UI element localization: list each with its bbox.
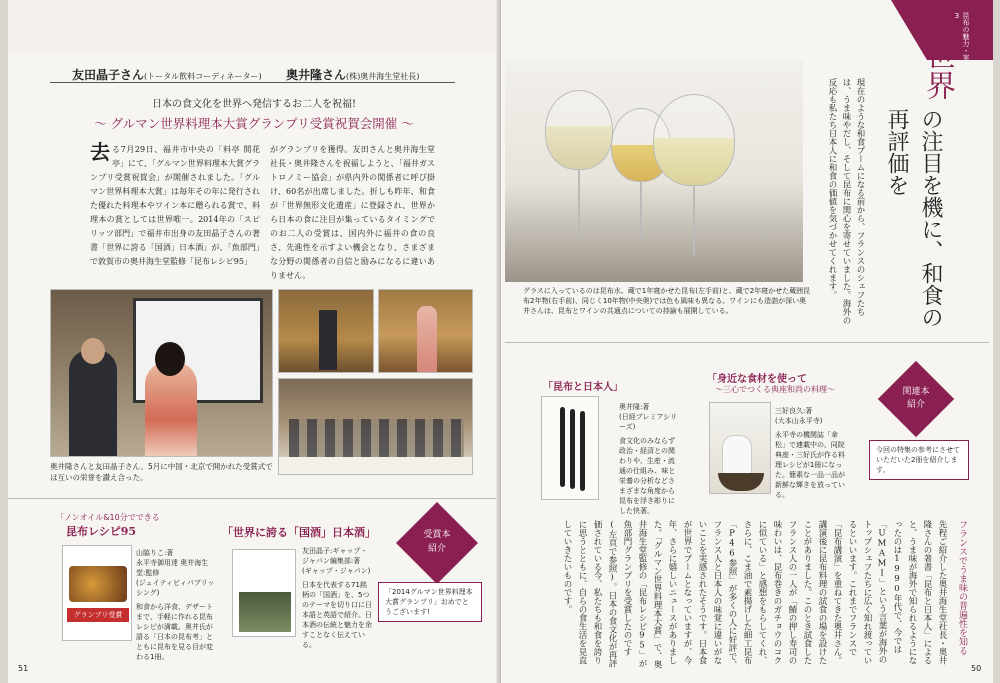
article-col-1: [90, 140, 260, 269]
top-band: [8, 0, 500, 52]
book1-author: 山脇りこ:著: [136, 549, 174, 557]
cooking-pot: [718, 473, 764, 491]
person2-heading: [286, 66, 419, 83]
page-number-left: 51: [18, 664, 29, 673]
person1-name: 友田晶子さん: [72, 68, 145, 82]
glass-left-stem: [578, 170, 580, 240]
event-heading-text: グルマン世界料理本大賞グランプリ受賞祝賀会開催: [110, 116, 398, 131]
section-divider: [8, 498, 500, 499]
book2-publisher: (ギャップ・ジャパン): [302, 567, 371, 575]
book1-publisher: (ジェイティビィパブリッシング): [136, 579, 215, 597]
related-note: 今回の特集の参考にさせていただいた2冊を紹介します。: [869, 440, 969, 480]
guests: [289, 419, 464, 459]
book4-subtitle: 〜三心でつくる典座和尚の料理〜: [715, 385, 835, 394]
award-badge-line1: 受賞本: [423, 530, 451, 540]
related-badge-line1: 関連本: [902, 387, 930, 397]
glass-right-bowl: [653, 94, 735, 186]
glass-right-stem: [693, 186, 695, 256]
book1-cover-band: グランプリ受賞: [67, 608, 129, 622]
congrats-box: 「2014グルマン世界料理本大賞グランプリ」おめでとうございます!: [378, 582, 482, 622]
section-divider-right: [505, 342, 989, 343]
book3-author: 奥井隆:著: [619, 403, 650, 411]
kelp-strip-1: [560, 407, 565, 487]
speaker-figure: [319, 310, 337, 370]
wine-photo: [505, 60, 803, 282]
book2-desc: 日本を代表する71銘柄の「国酒」を、5つのテーマを切り口に日本語と英語で紹介。日本酒の伝統と魅力を余すことなく伝えている。: [302, 581, 372, 649]
heading-ornament-right: 〜: [397, 116, 414, 131]
singer-photo: [378, 289, 473, 373]
singer-figure: [417, 306, 437, 372]
book2-cover-photo: [239, 592, 291, 632]
book4-title-text: 身近な食材を使って: [717, 374, 807, 385]
book2-cover: [232, 549, 296, 637]
headline-big: 世界: [920, 40, 955, 100]
book1-supervisor: 永平寺御用達 奥井海生堂:監修: [136, 559, 209, 577]
left-page: [8, 0, 500, 683]
person2-role: (株)奥井海生堂社長): [346, 72, 420, 81]
divider-rule: [50, 82, 455, 83]
book4-publisher: (大本山永平寺): [775, 417, 823, 425]
related-badge-line2: 紹介: [906, 400, 925, 410]
wine-caption: グラスに入っているのは昆布水。蔵で1年寝かせた昆布(左手前)と、蔵で2年寝かせた蔵囲昆布2年物(右手前)、同じく10年物(中央奥)では色も風味も異なる。ワインにも造詣が深い奥井さんは、昆布とワインの共通点についての持論も展開している。: [523, 287, 811, 315]
man-head: [81, 338, 105, 364]
book1-cover: [62, 545, 132, 641]
right-page: [501, 0, 993, 683]
book1-info: [136, 548, 216, 662]
book3-title-text: 昆布と日本人: [553, 382, 613, 393]
main-photo: [50, 289, 273, 457]
book2-author: 友田晶子:ギャップ・ジャパン編集部:著: [302, 547, 368, 565]
article-body: 先程ご紹介した奥井海生堂社長・奥井隆さんの著書「昆布と日本人」によると、うま味が海外で知られるようになったのは1990年代で、今では「UMAMI」という言葉が海外のトップシェフたちに広く知れ渡っているといいます。これまでフランスで「昆布講演」を重ねてきた奥井さん。講演後に昆布料理の試食の場を設けたことがありました。このとき試食したフランス人の一人が「鯖の押し寿司の味わいは、昆布巻きのガチョウのコクに似ている」と感想をもらしてくれ、さらに、こま油で素揚げした細工昆布「P46参照」が多くの人に好評で、フランス人と日本人の味覚に違いがないことを実感されたそうです。日本食が世界でブームとなっていますが、今年、さらに嬉しいニュースがありました。「グルマン世界料理本大賞」で、奥井海生堂監修の「昆布レシピ95」が魚部門グランプリを受賞したのです(左頁で参照)。日本の食文化が再評価されている今、私たちも和食を誇りに思うとともに、自らの食生活を見直していきたいものです。: [562, 520, 947, 669]
award-badge-text: [408, 528, 466, 556]
col1-text: る7月29日、福井市中央の「料亭 開花亭」にて、「グルマン世界料理本大賞グランプリ受賞祝賀会」が開催されました。「グルマン世界料理本大賞」は毎年その年に発行された優れた料理本やワイン本に贈られる賞で、料理本の賞としては世界唯一。2014年の「スピリッツ部門」で福井市出身の友田晶子さんの著書「世界に誇る「国酒」日本酒」が、「魚部門」で敦賀市の奥井海生堂監修「昆布レシピ95」: [90, 145, 260, 266]
book3-title: 「昆布と日本人」: [543, 382, 623, 393]
book3-info: [619, 402, 681, 516]
book1-desc: 和食から洋食、デザートまで、手軽に作れる昆布レシピが満載。奥井氏が語る「日本の昆布考」とともに昆布を見る目が変わる1冊。: [136, 603, 213, 661]
page-number-right: 50: [971, 664, 982, 673]
tables: [279, 457, 473, 475]
woman-figure: [145, 362, 197, 457]
person1-heading: [72, 66, 262, 83]
book3-series: (日経プレミアシリーズ): [619, 413, 678, 431]
book2-title: 「世界に誇る「国酒」日本酒」: [222, 526, 376, 539]
photo-caption: 奥井隆さんと友田晶子さん。5月に中国・北京で開かれた受賞式では互いの栄誉を讃え合った。: [50, 462, 273, 482]
glass-left-bowl: [545, 90, 613, 170]
person1-role: (トータル飲料コーディネーター): [144, 72, 262, 81]
article-col-2: がグランプリを獲得。友田さんと奥井海生堂社長・奥井隆さんを祝福しようと、「福井ガストロノミー協会」が県内外の関係者に呼び掛け、60名が出席しました。折しも昨年、和食が「世界無形文化遺産」に登録され、世界から日本の食に注目が集っているタイミングでのお二人の受賞は、国内外に福井の食の良さ、先進性を示すよい機会となり、さまざまな分野の関係者の自信と励みになるに違いありません。: [270, 145, 435, 280]
person2-name: 奥井隆さん: [286, 68, 347, 82]
book3-cover: [541, 396, 599, 500]
book4-title: 「身近な食材を使って: [707, 374, 807, 385]
dropcap: 去: [90, 140, 110, 164]
event-heading: [8, 114, 500, 132]
series-label: 昆布の魅力・実力3: [953, 12, 970, 68]
kelp-strip-2: [570, 409, 575, 489]
heading-ornament-left: 〜: [94, 116, 111, 131]
book4-author: 三好良久:著: [775, 407, 813, 415]
book1-cover-photo: [69, 566, 127, 602]
book3-desc: 食文化のみならず政治・経済との関わりや、生産・流通の仕組み、味と栄養の分析などさまざまな角度から昆布を浮き彫りにした快著。: [619, 437, 676, 515]
kelp-strip-3: [580, 411, 585, 491]
book1-title: 昆布レシピ95: [66, 525, 137, 538]
article-subhead: フランスでうま味の普遍性を知る: [957, 520, 967, 655]
book4-info: [775, 406, 845, 500]
man-figure: [69, 350, 117, 457]
book1-tag: 「ノンオイル&10分でできる: [56, 513, 160, 522]
intro-line: 日本の食文化を世界へ発信するお二人を祝福!: [151, 99, 357, 110]
book4-desc: 永平寺の機関誌「傘松」で連載中の、同院典座・三好氏が作る料理レシピが1冊になった。簡素な一品一品が新鮮な輝きを放っている。: [775, 431, 845, 499]
related-badge-text: [889, 386, 943, 412]
award-badge-line2: 紹介: [427, 544, 446, 554]
lead-text: 現在のような和食ブームになる前から、フランスのシェフたちは、うま味やだし、そして昆布に関心を寄せていました。海外の反応も私たち日本人に和食の価値を気づかせてくれます。: [827, 78, 865, 325]
glass-center-stem: [640, 182, 642, 238]
book2-info: [302, 546, 372, 650]
speech-photo: [278, 289, 374, 373]
book1-tag-text: ノンオイル&10分でできる: [64, 513, 160, 522]
banquet-photo: [278, 378, 473, 475]
book4-cover: [709, 402, 771, 494]
woman-hair: [155, 342, 185, 376]
headline-rest: の注目を機に、和食の再評価を: [884, 108, 943, 328]
